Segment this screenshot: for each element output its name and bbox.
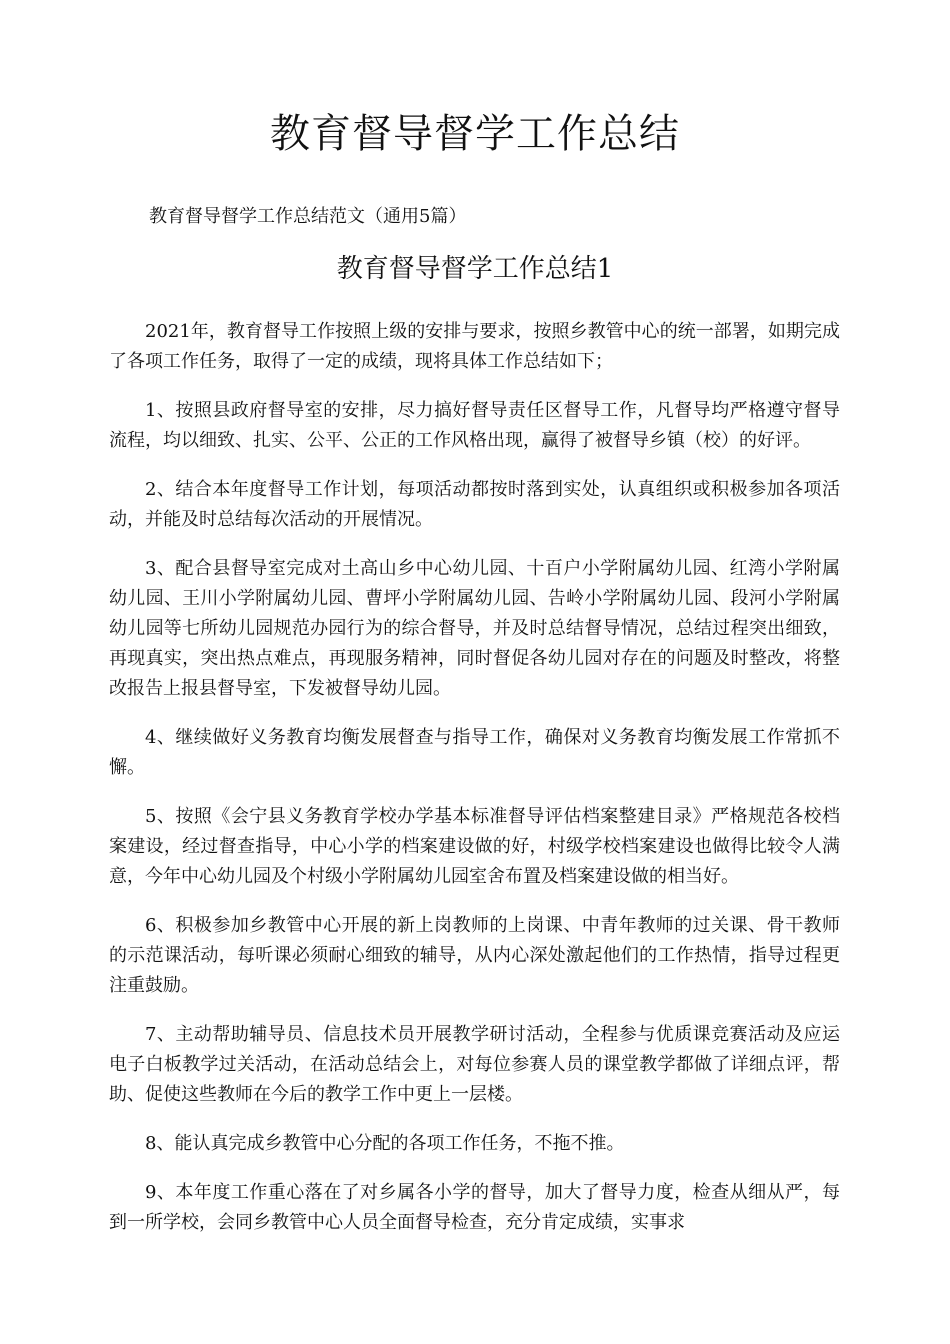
document-title: 教育督导督学工作总结 <box>270 111 680 157</box>
document-body <box>109 317 840 1257</box>
paragraph-item-5: 5、按照《会宁县义务教育学校办学基本标准督导评估档案整建目录》严格规范各校档案建设，经过督查指导，中心小学的档案建设做的好，村级学校档案建设也做得比较令人满意，今年中心幼儿园及个村级小学附属幼儿园室舍布置及档案建设做的相当好。 <box>109 806 840 887</box>
paragraph-item-8: 8、能认真完成乡教管中心分配的各项工作任务，不拖不推。 <box>145 1133 625 1154</box>
paragraph-item-6: 6、积极参加乡教管中心开展的新上岗教师的上岗课、中青年教师的过关课、骨干教师的示范课活动，每听课必须耐心细致的辅导，从内心深处激起他们的工作热情，指导过程更注重鼓励。 <box>109 915 840 996</box>
document-subtitle: 教育督导督学工作总结范文（通用5篇） <box>149 206 467 227</box>
paragraph-intro: 2021年，教育督导工作按照上级的安排与要求，按照乡教管中心的统一部署，如期完成了各项工作任务，取得了一定的成绩，现将具体工作总结如下； <box>109 321 840 372</box>
paragraph-item-9: 9、本年度工作重心落在了对乡属各小学的督导，加大了督导力度，检查从细从严，每到一所学校，会同乡教管中心人员全面督导检查，充分肯定成绩，实事求 <box>109 1182 840 1233</box>
paragraph-item-7: 7、主动帮助辅导员、信息技术员开展教学研讨活动，全程参与优质课竞赛活动及应运电子白板教学过关活动，在活动总结会上，对每位参赛人员的课堂教学都做了详细点评，帮助、促使这些教师在今后的教学工作中更上一层楼。 <box>109 1024 840 1105</box>
section-title: 教育督导督学工作总结1 <box>336 254 614 284</box>
paragraph-item-1: 1、按照县政府督导室的安排，尽力搞好督导责任区督导工作，凡督导均严格遵守督导流程，均以细致、扎实、公平、公正的工作风格出现，赢得了被督导乡镇（校）的好评。 <box>109 400 840 451</box>
paragraph-item-2: 2、结合本年度督导工作计划，每项活动都按时落到实处，认真组织或积极参加各项活动，并能及时总结每次活动的开展情况。 <box>109 479 840 530</box>
paragraph-item-4: 4、继续做好义务教育均衡发展督查与指导工作，确保对义务教育均衡发展工作常抓不懈。 <box>109 727 840 778</box>
paragraph-item-3: 3、配合县督导室完成对土高山乡中心幼儿园、十百户小学附属幼儿园、红湾小学附属幼儿园、王川小学附属幼儿园、曹坪小学附属幼儿园、告岭小学附属幼儿园、段河小学附属幼儿园等七所幼儿园规范办园行为的综合督导，并及时总结督导情况，总结过程突出细致，再现真实，突出热点难点，再现服务精神，同时督促各幼儿园对存在的问题及时整改，将整改报告上报县督导室，下发被督导幼儿园。 <box>109 558 840 699</box>
